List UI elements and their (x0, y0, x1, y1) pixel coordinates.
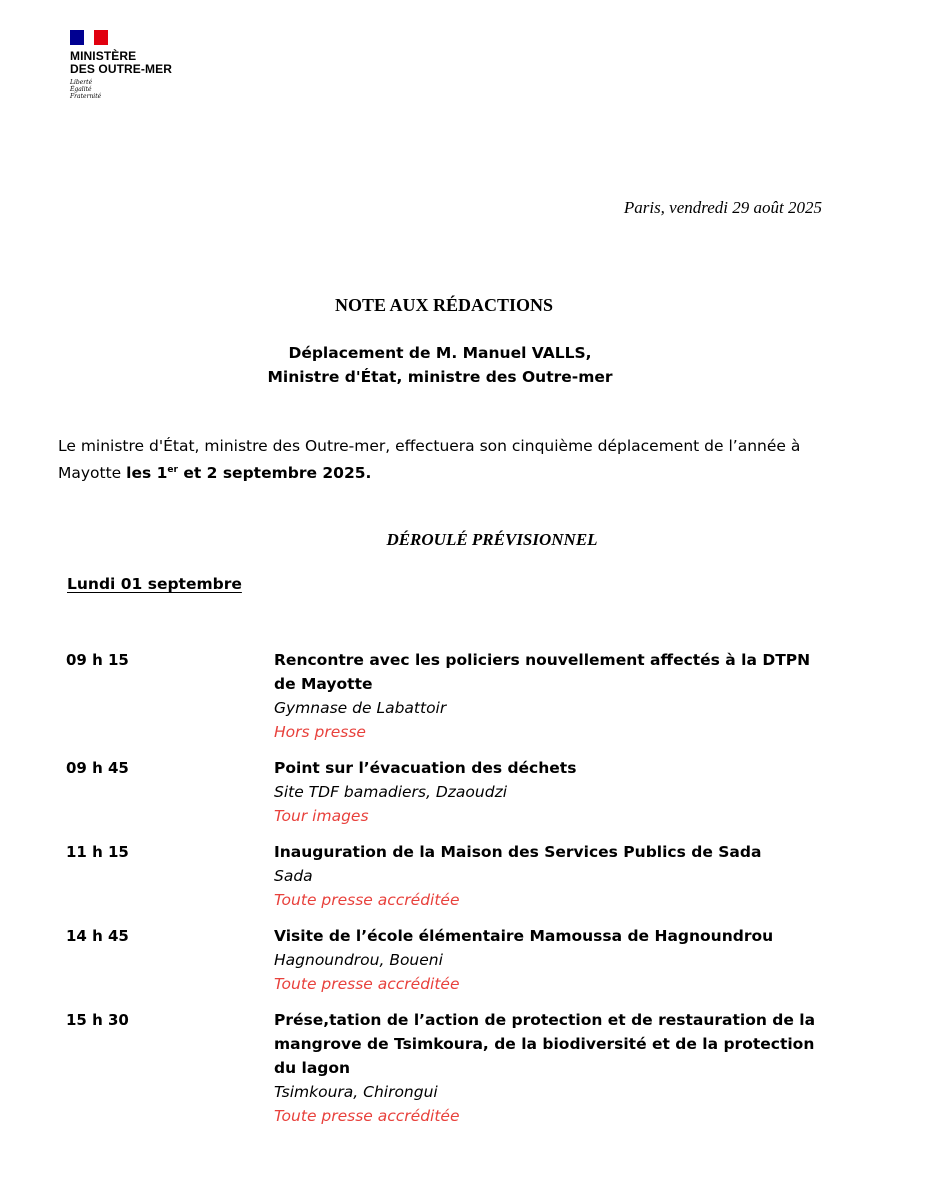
motto-fraternite: Fraternité (70, 93, 102, 100)
intro-dates-post: et 2 septembre 2025. (177, 464, 372, 483)
dateline: Paris, vendredi 29 août 2025 (623, 198, 822, 217)
day-heading: Lundi 01 septembre (67, 575, 242, 593)
event-title: Prése,tation de l’action de protection et de restauration de la mangrove de Tsimkoura, de la biodiversité et de la protection du lagon (274, 1011, 816, 1077)
event-details (274, 648, 826, 744)
event-press-status: Toute presse accréditée (274, 975, 460, 993)
schedule-item (66, 840, 826, 912)
intro-dates-sup: er (167, 465, 178, 475)
event-press-status: Toute presse accréditée (274, 891, 460, 909)
event-time: 14 h 45 (66, 927, 129, 945)
subject-line1: Déplacement de M. Manuel VALLS, (288, 344, 592, 362)
motto-egalite: Égalité (70, 86, 92, 93)
event-time: 09 h 45 (66, 759, 129, 777)
schedule (66, 648, 826, 1140)
intro-dates-pre: les 1 (126, 464, 168, 483)
schedule-item (66, 924, 826, 996)
event-place: Gymnase de Labattoir (274, 699, 447, 717)
note-title: NOTE AUX RÉDACTIONS (334, 295, 554, 315)
event-place: Site TDF bamadiers, Dzaoudzi (274, 783, 508, 801)
event-place: Hagnoundrou, Boueni (274, 951, 443, 969)
motto-liberte: Liberté (70, 79, 93, 86)
event-details (274, 840, 826, 912)
event-time: 15 h 30 (66, 1011, 129, 1029)
event-details (274, 1008, 826, 1128)
event-details (274, 756, 826, 828)
event-press-status: Hors presse (274, 723, 366, 741)
event-press-status: Tour images (274, 807, 369, 825)
event-place: Sada (274, 867, 313, 885)
ministry-name-line1: MINISTÈRE (70, 49, 137, 63)
section-title: DÉROULÉ PRÉVISIONNEL (386, 530, 598, 549)
event-title: Point sur l’évacuation des déchets (274, 759, 577, 777)
event-details (274, 924, 826, 996)
event-place: Tsimkoura, Chirongui (274, 1083, 438, 1101)
republic-flag-icon (70, 30, 108, 45)
event-title: Visite de l’école élémentaire Mamoussa de Hagnoundrou (274, 927, 774, 945)
event-title: Inauguration de la Maison des Services Publics de Sada (274, 843, 762, 861)
ministry-name (70, 50, 172, 76)
ministry-logo (70, 30, 172, 100)
intro-text: Le ministre d'État, ministre des Outre-mer, effectuera son cinquième déplacement de l’année à Mayotte (58, 437, 801, 483)
event-title: Rencontre avec les policiers nouvellement affectés à la DTPN de Mayotte (274, 651, 811, 693)
event-time: 11 h 15 (66, 843, 129, 861)
subject-line2: Ministre d'État, ministre des Outre-mer (267, 368, 613, 386)
subject-block (0, 341, 880, 389)
republic-motto (70, 79, 172, 100)
schedule-item (66, 648, 826, 744)
schedule-item (66, 1008, 826, 1128)
schedule-item (66, 756, 826, 828)
intro-paragraph (58, 434, 858, 485)
event-press-status: Toute presse accréditée (274, 1107, 460, 1125)
intro-dates (126, 464, 371, 482)
event-time: 09 h 15 (66, 651, 129, 669)
ministry-name-line2: DES OUTRE-MER (70, 62, 172, 76)
